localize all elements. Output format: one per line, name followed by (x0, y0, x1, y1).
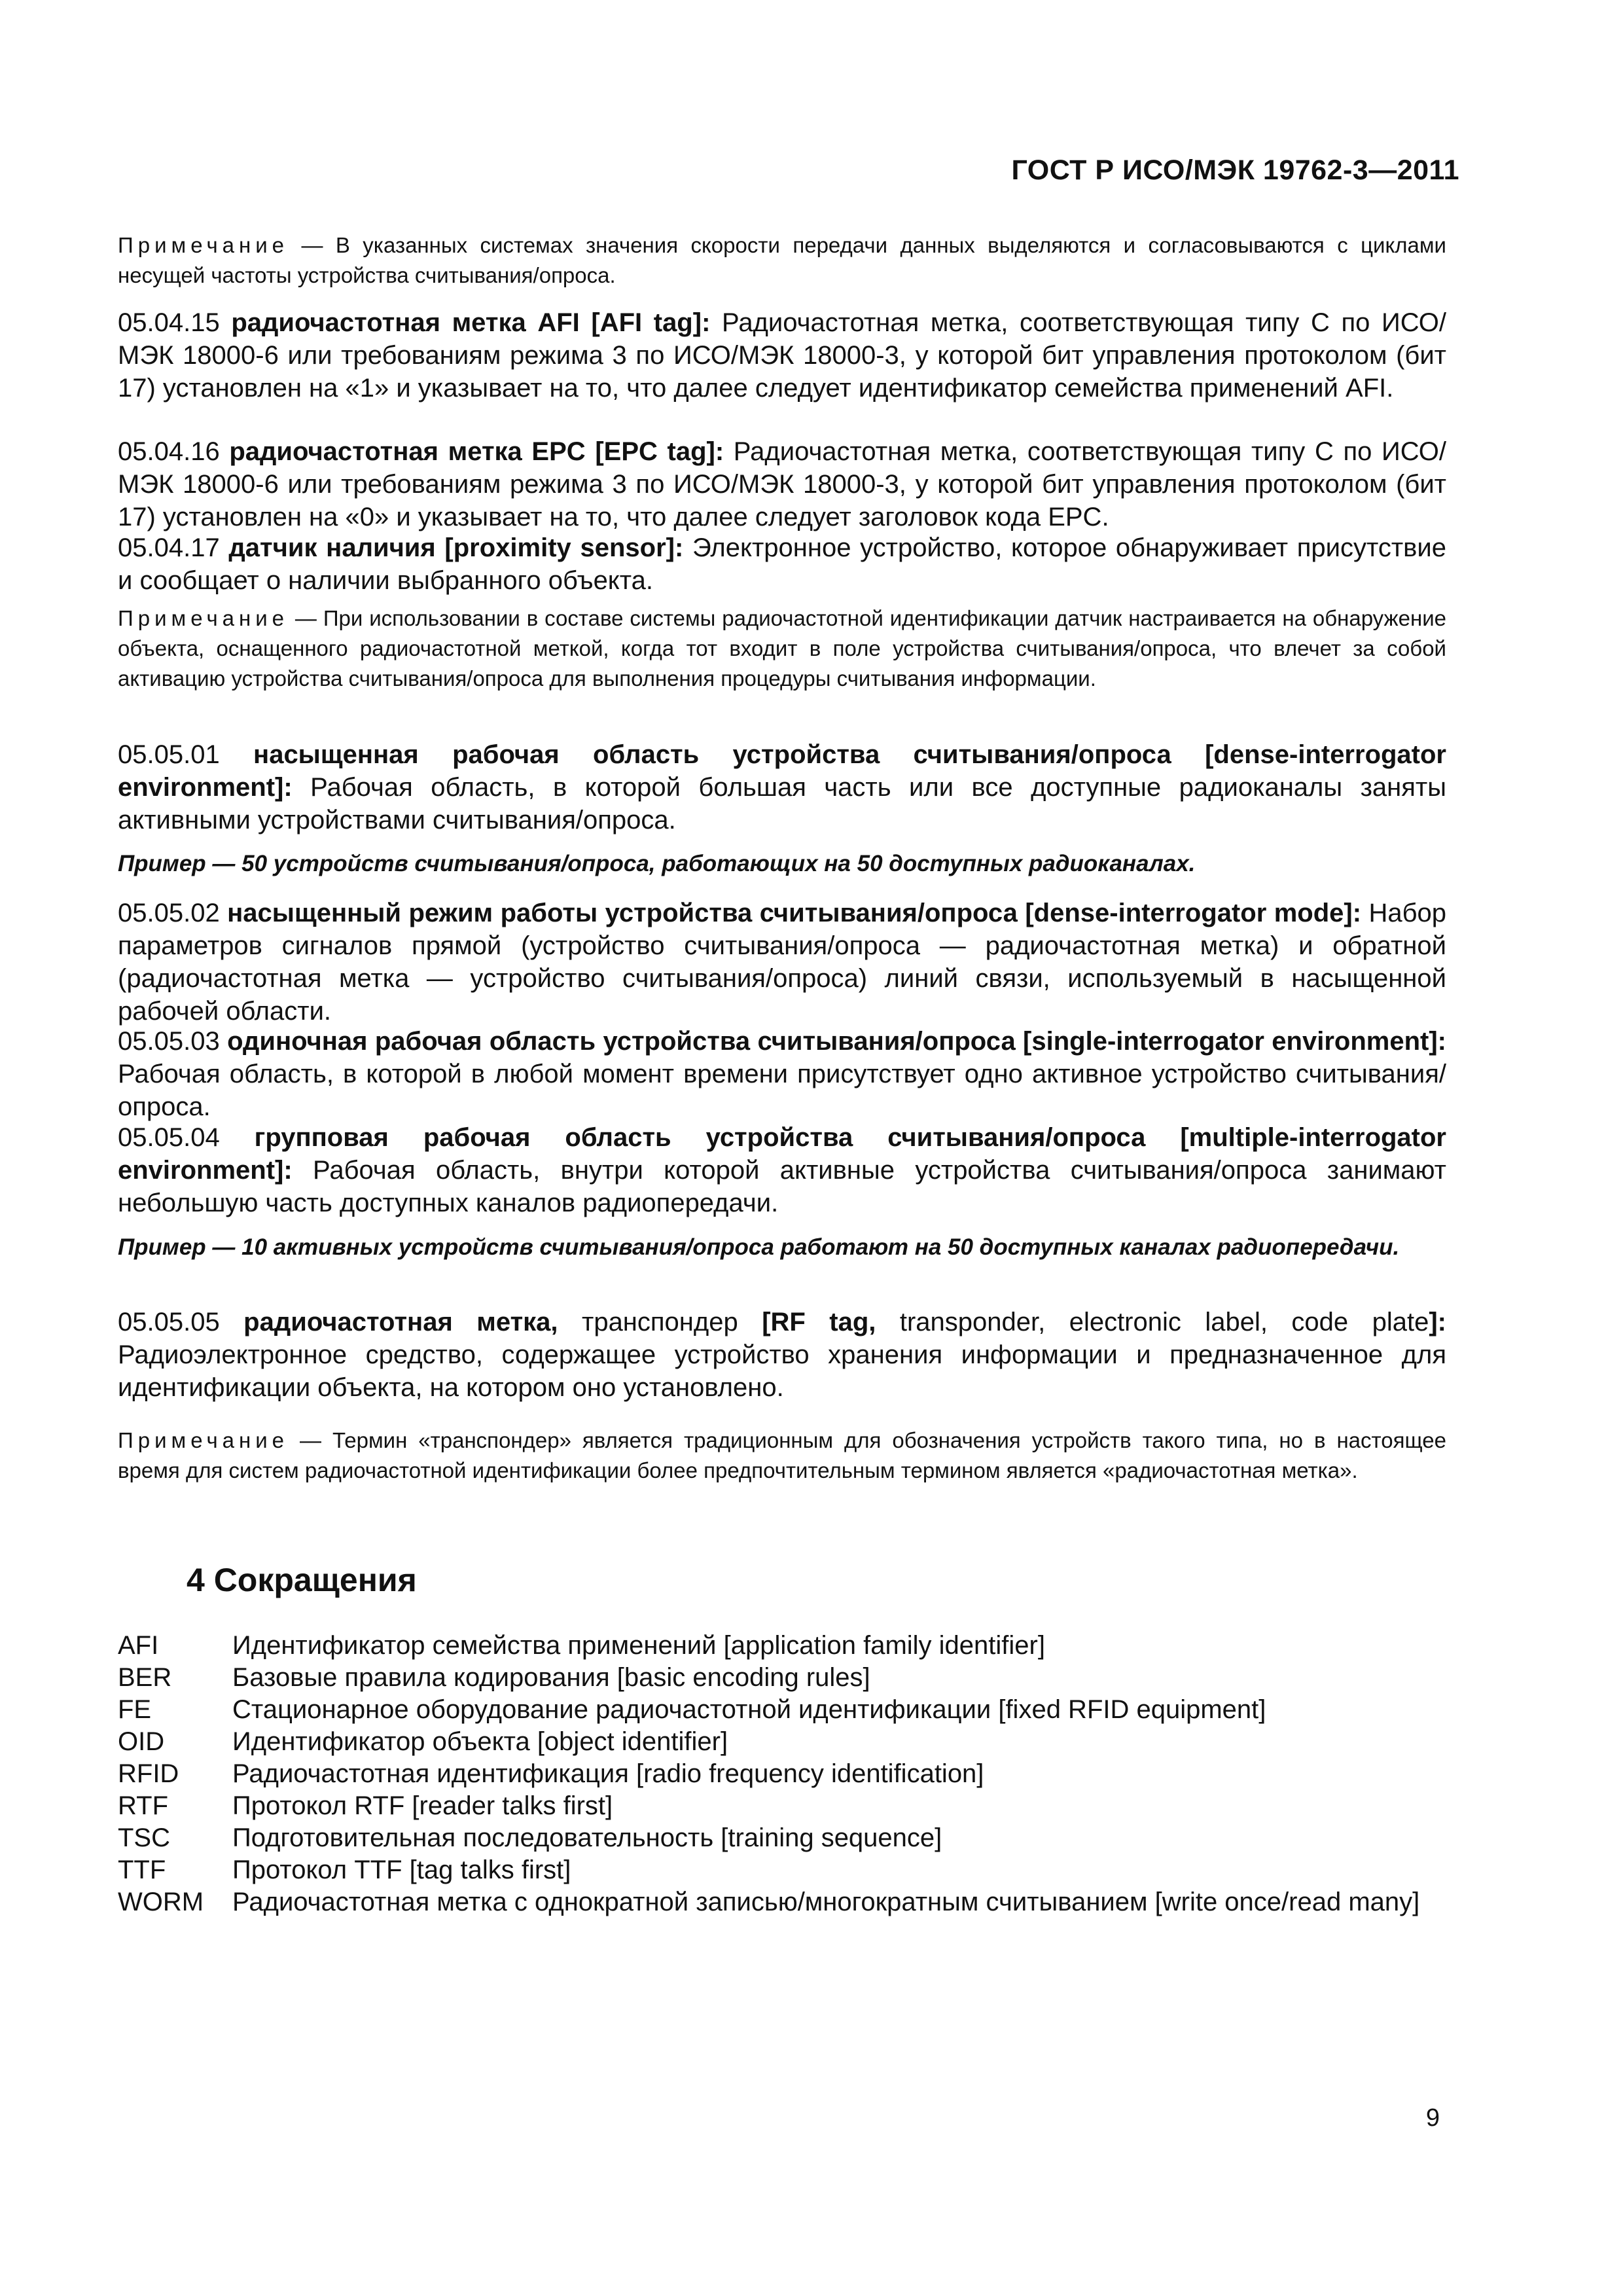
abbreviation-code: BER (118, 1663, 172, 1692)
page-number: 9 (1425, 2104, 1440, 2132)
note-text: — В указанных системах значения скорости передачи данных выделяются и согласовываются с циклами несущей частоты устройства считывания/опроса. (118, 233, 1446, 287)
note-text: — При использовании в составе системы радиочастотной идентификации датчик настраивается на обнаружение объекта, оснащенного радиочастотной меткой, когда тот входит в поле устройства считывания/опроса, что влечет за собой активацию устройства считывания/опроса для выполнения процедуры считывания информации. (118, 606, 1446, 691)
term-title: радиочастотная метка, (243, 1308, 558, 1336)
abbreviation-description: Радиочастотная метка с однократной записью/многократным считыванием [write once/read many] (232, 1888, 1420, 1916)
term-050416 (118, 435, 1446, 533)
term-title: радиочастотная метка EPC [EPC tag]: (229, 437, 724, 466)
note-label: Примечание (118, 233, 289, 257)
term-number: 05.04.17 (118, 533, 229, 562)
abbreviation-description: Протокол RTF [reader talks first] (232, 1791, 613, 1820)
term-050504 (118, 1121, 1446, 1219)
term-title: групповая рабочая область устройства считывания/опроса [multiple-interrogator environment]: (118, 1123, 1446, 1185)
term-number: 05.05.05 (118, 1308, 244, 1336)
term-title: радиочастотная метка AFI [AFI tag]: (231, 308, 711, 337)
abbreviation-description: Идентификатор объекта [object identifier] (232, 1727, 728, 1756)
note-proximity-sensor (118, 603, 1446, 694)
term-definition: Радиочастотная метка, соответствующая типу С по ИСО/МЭК 18000-6 или требованиям режима 3 по ИСО/МЭК 18000-3, у которой бит управления протоколом (бит 17) установлен на «0» и указывает на то, что далее следует заголовок кода EPC. (118, 437, 1446, 531)
abbreviation-code: OID (118, 1727, 165, 1756)
term-definition: Рабочая область, в которой в любой момент времени присутствует одно активное устройство считывания/опроса. (118, 1060, 1446, 1121)
abbreviation-item (118, 1662, 1446, 1694)
abbreviation-list (118, 1630, 1446, 1918)
term-title: насыщенный режим работы устройства считывания/опроса [dense-interrogator mode]: (227, 899, 1362, 927)
term-definition: Рабочая область, в которой большая часть или все доступные радиоканалы заняты активными устройствами считывания/опроса. (118, 773, 1446, 834)
term-english-end: ]: (1429, 1308, 1446, 1336)
abbreviation-item (118, 1726, 1446, 1758)
abbreviation-code: FE (118, 1695, 152, 1724)
note-data-rates (118, 230, 1446, 291)
abbreviation-item (118, 1758, 1446, 1790)
term-050415 (118, 306, 1446, 404)
note-label: Примечание (118, 1428, 289, 1452)
term-050503 (118, 1025, 1446, 1123)
abbreviation-item (118, 1694, 1446, 1726)
abbreviation-description: Базовые правила кодирования [basic encoding rules] (232, 1663, 870, 1692)
term-definition: Электронное устройство, которое обнаруживает присутствие и сообщает о наличии выбранного объекта. (118, 533, 1446, 595)
example-multiple-interrogators: Пример — 10 активных устройств считывания/опроса работают на 50 доступных каналах радиопередачи. (118, 1234, 1400, 1260)
term-050502 (118, 897, 1446, 1028)
document-header: ГОСТ Р ИСО/МЭК 19762-3—2011 (1011, 154, 1459, 186)
abbreviation-code: RFID (118, 1759, 179, 1788)
abbreviation-code: WORM (118, 1888, 204, 1916)
term-definition: Рабочая область, внутри которой активные устройства считывания/опроса занимают небольшую часть доступных каналов радиопередачи. (118, 1156, 1446, 1217)
note-label: Примечание (118, 606, 289, 630)
note-text: — Термин «транспондер» является традиционным для обозначения устройств такого типа, но в настоящее время для систем радиочастотной идентификации более предпочтительным термином является «радиочастотная метка». (118, 1428, 1446, 1482)
term-title: одиночная рабочая область устройства считывания/опроса [single-interrogator environment]: (227, 1027, 1446, 1056)
abbreviation-item (118, 1630, 1446, 1662)
abbreviation-item (118, 1790, 1446, 1822)
term-definition: Радиочастотная метка, соответствующая типу С по ИСО/МЭК 18000-6 или требованиям режима 3 по ИСО/МЭК 18000-3, у которой бит управления протоколом (бит 17) установлен на «1» и указывает на то, что далее следует идентификатор семейства применений AFI. (118, 308, 1446, 403)
abbreviation-description: Идентификатор семейства применений [application family identifier] (232, 1631, 1045, 1660)
abbreviation-item (118, 1886, 1446, 1918)
term-number: 05.05.04 (118, 1123, 255, 1152)
abbreviation-code: RTF (118, 1791, 169, 1820)
abbreviation-description: Подготовительная последовательность [training sequence] (232, 1823, 942, 1852)
term-definition: Набор параметров сигналов прямой (устройство считывания/опроса — радиочастотная метка) и обратной (радиочастотная метка — устройство считывания/опроса) линий связи, используемый в насыщенной рабочей области. (118, 899, 1446, 1026)
abbreviation-item (118, 1854, 1446, 1886)
term-number: 05.05.03 (118, 1027, 228, 1056)
section-title-abbreviations: 4 Сокращения (187, 1562, 417, 1598)
term-number: 05.05.02 (118, 899, 228, 927)
term-050501 (118, 738, 1446, 836)
term-050505 (118, 1306, 1446, 1404)
term-definition: Радиоэлектронное средство, содержащее устройство хранения информации и предназначенное для идентификации объекта, на котором оно установлено. (118, 1340, 1446, 1402)
term-number: 05.04.15 (118, 308, 232, 337)
abbreviation-description: Протокол TTF [tag talks first] (232, 1856, 571, 1884)
abbreviation-description: Стационарное оборудование радиочастотной идентификации [fixed RFID equipment] (232, 1695, 1266, 1724)
abbreviation-code: AFI (118, 1631, 159, 1660)
term-synonym: транспондер (558, 1308, 762, 1336)
abbreviation-code: TSC (118, 1823, 170, 1852)
abbreviation-item (118, 1822, 1446, 1854)
term-english-synonyms: transponder, electronic label, code plate (876, 1308, 1429, 1336)
term-number: 05.05.01 (118, 740, 254, 769)
example-dense-environment: Пример — 50 устройств считывания/опроса, работающих на 50 доступных радиоканалах. (118, 851, 1196, 876)
term-number: 05.04.16 (118, 437, 230, 466)
term-050417 (118, 531, 1446, 597)
term-title: датчик наличия [proximity sensor]: (228, 533, 684, 562)
term-title: насыщенная рабочая область устройства считывания/опроса [dense-interrogator environment]: (118, 740, 1446, 802)
term-english-start: [RF tag, (762, 1308, 876, 1336)
note-transponder (118, 1426, 1446, 1486)
abbreviation-description: Радиочастотная идентификация [radio frequency identification] (232, 1759, 984, 1788)
abbreviation-code: TTF (118, 1856, 166, 1884)
